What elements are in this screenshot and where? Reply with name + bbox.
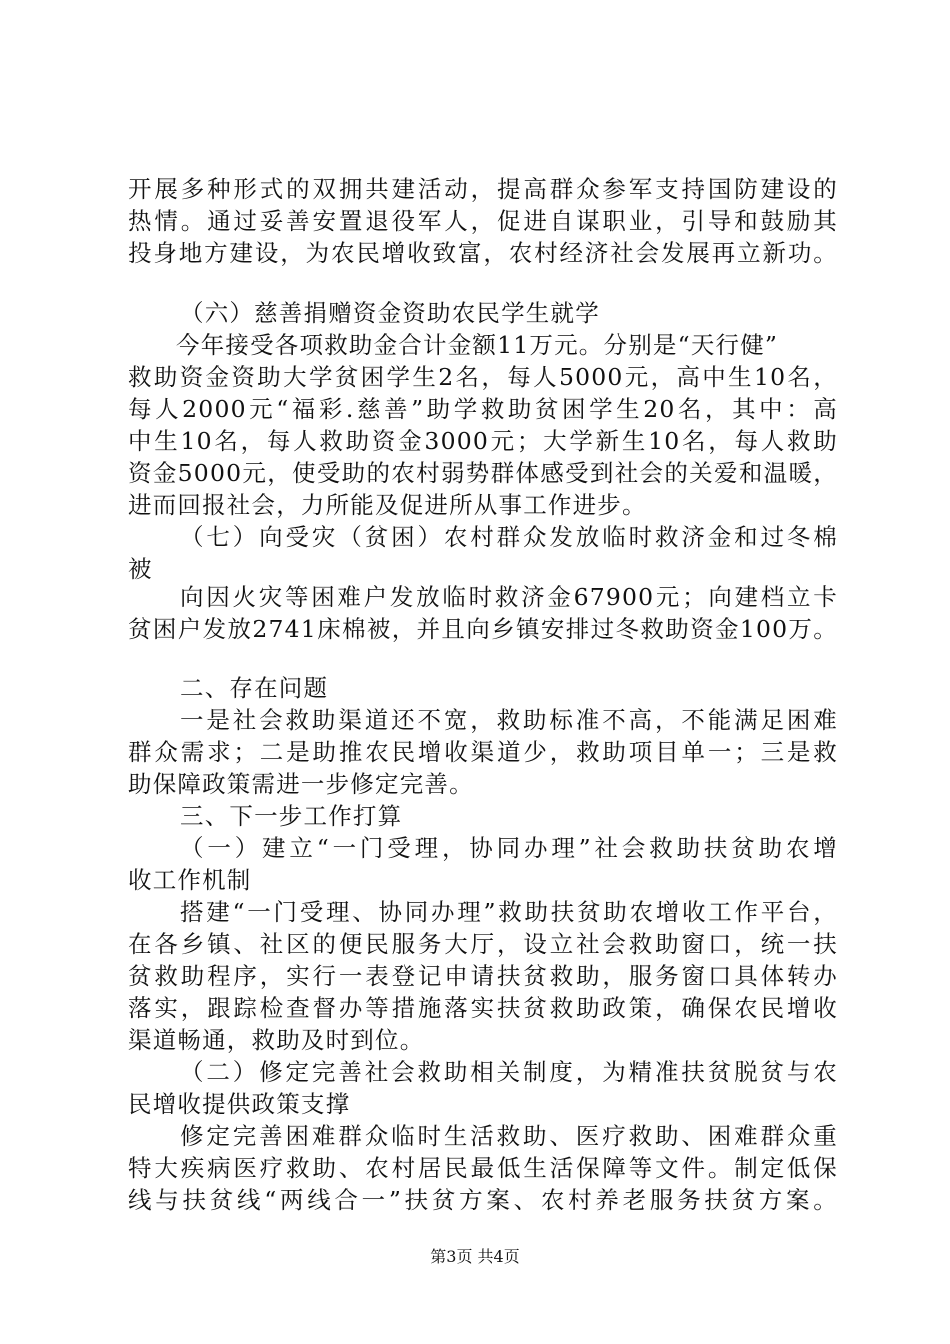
paragraph-line: 助保障政策需进一步修定完善。 — [128, 770, 474, 798]
paragraph-line: 中生10名，每人救助资金3000元；大学新生10名，每人救助 — [128, 427, 838, 455]
paragraph-line: 救助资金资助大学贫困学生2名，每人5000元，高中生10名， — [128, 363, 838, 391]
section-heading: 民增收提供政策支撑 — [128, 1090, 351, 1118]
paragraph-line: 开展多种形式的双拥共建活动，提高群众参军支持国防建设的 — [128, 175, 838, 203]
section-heading: 收工作机制 — [128, 866, 252, 894]
paragraph-line: 今年接受各项救助金合计金额11万元。分别是“天行健” — [176, 331, 779, 359]
paragraph-line: 贫困户发放2741床棉被，并且向乡镇安排过冬救助资金100万。 — [128, 615, 838, 643]
paragraph-line: 向因火灾等困难户发放临时救济金67900元；向建档立卡 — [180, 583, 838, 611]
page-number-footer: 第3页 共4页 — [430, 1247, 520, 1266]
section-heading: 二、存在问题 — [180, 674, 329, 702]
paragraph-line: 热情。通过妥善安置退役军人，促进自谋职业，引导和鼓励其 — [128, 207, 838, 235]
paragraph-line: 修定完善困难群众临时生活救助、医疗救助、困难群众重 — [180, 1122, 838, 1150]
section-heading: （一）建立“一门受理，协同办理”社会救助扶贫助农增 — [180, 834, 838, 862]
section-heading: （二）修定完善社会救助相关制度，为精准扶贫脱贫与农 — [180, 1058, 838, 1086]
paragraph-line: 每人2000元“福彩.慈善”助学救助贫困学生20名，其中：高 — [128, 395, 838, 423]
paragraph-line: 进而回报社会，力所能及促进所从事工作进步。 — [128, 491, 647, 519]
section-heading: （七）向受灾（贫困）农村群众发放临时救济金和过冬棉 — [180, 523, 838, 551]
paragraph-line: 渠道畅通，救助及时到位。 — [128, 1026, 425, 1054]
paragraph-line: 资金5000元，使受助的农村弱势群体感受到社会的关爱和温暖， — [128, 459, 838, 487]
paragraph-line: 在各乡镇、社区的便民服务大厅，设立社会救助窗口，统一扶 — [128, 930, 838, 958]
paragraph-line: 搭建“一门受理、协同办理”救助扶贫助农增收工作平台， — [180, 898, 838, 926]
paragraph-line: 投身地方建设，为农民增收致富，农村经济社会发展再立新功。 — [128, 239, 838, 267]
paragraph-line: 贫救助程序，实行一表登记申请扶贫救助，服务窗口具体转办 — [128, 962, 838, 990]
paragraph-line: 一是社会救助渠道还不宽，救助标准不高，不能满足困难 — [180, 706, 838, 734]
section-heading: （六）慈善捐赠资金资助农民学生就学 — [180, 299, 600, 327]
paragraph-line: 群众需求；二是助推农民增收渠道少，救助项目单一；三是救 — [128, 738, 838, 766]
section-heading: 三、下一步工作打算 — [180, 802, 403, 830]
paragraph-line: 落实，跟踪检查督办等措施落实扶贫救助政策，确保农民增收 — [128, 994, 838, 1022]
paragraph-line: 特大疾病医疗救助、农村居民最低生活保障等文件。制定低保 — [128, 1154, 838, 1182]
paragraph-line: 线与扶贫线“两线合一”扶贫方案、农村养老服务扶贫方案。 — [128, 1186, 838, 1214]
section-heading: 被 — [128, 555, 153, 583]
